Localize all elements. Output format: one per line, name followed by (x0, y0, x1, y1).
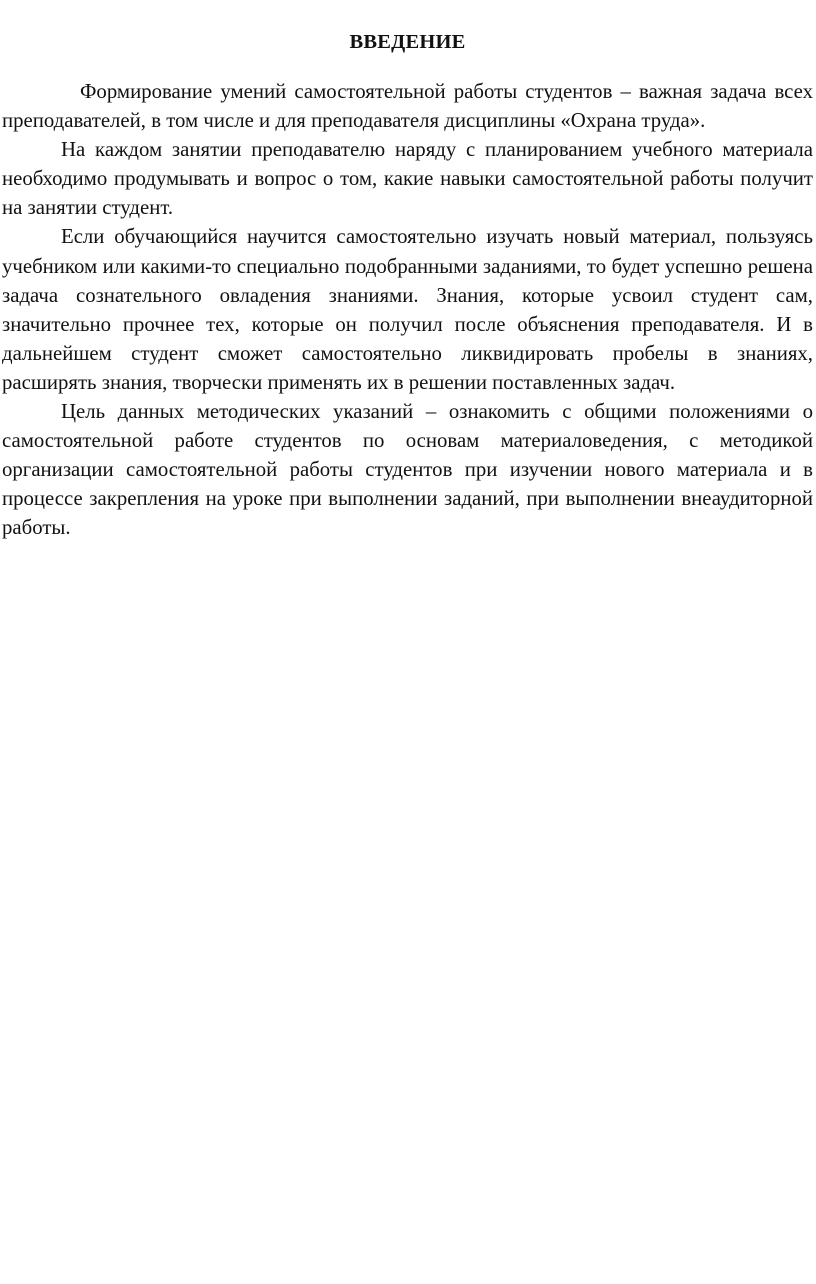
paragraph-purpose: Цель данных методических указаний – ознакомить с общими положениями о самостоятельной работе студентов по основам материаловедения, с методикой организации самостоятельной работы студентов при изучении нового материала и в процессе закрепления на уроке при выполнении заданий, при выполнении внеаудиторной работы. (2, 400, 813, 540)
document-body (2, 28, 813, 543)
paragraph-lesson-planning: На каждом занятии преподавателю наряду с планированием учебного материала необходимо продумывать и вопрос о том, какие навыки самостоятельной работы получит на занятии студент. (2, 138, 813, 220)
paragraph-independent-study: Если обучающийся научится самостоятельно изучать новый материал, пользуясь учебником или какими-то специально подобранными заданиями, то будет успешно решена задача сознательного овладения знаниями. Знания, которые усвоил студент сам, значительно прочнее тех, которые он получил после объяснения преподавателя. И в дальнейшем студент сможет самостоятельно ликвидировать пробелы в знаниях, расширять знания, творчески применять их в решении поставленных задач. (2, 225, 813, 394)
section-title: ВВЕДЕНИЕ (349, 31, 466, 53)
paragraph-intro: Формирование умений самостоятельной работы студентов – важная задача всех преподавателей, в том числе и для преподавателя дисциплины «Охрана труда». (2, 80, 813, 133)
